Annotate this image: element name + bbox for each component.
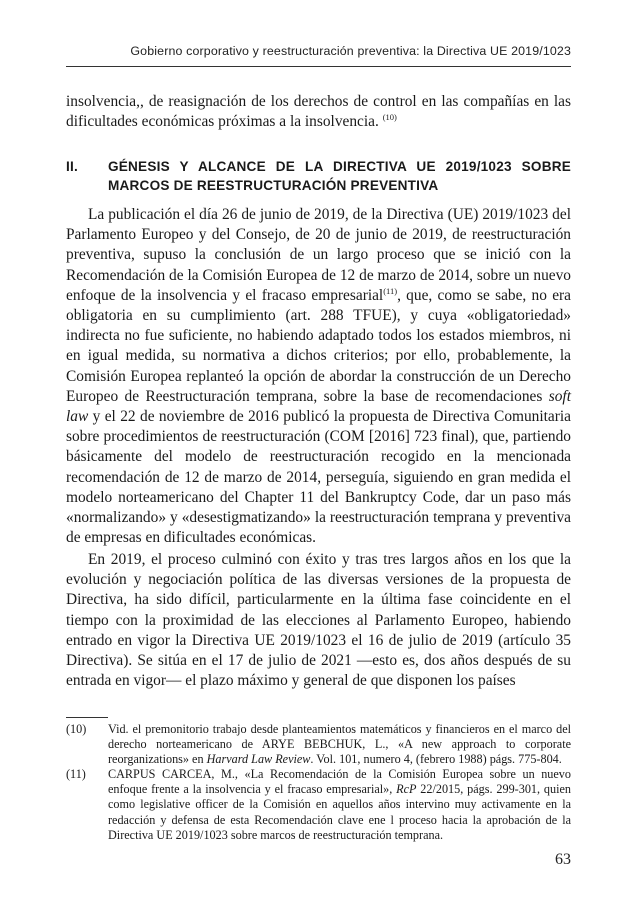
footnote-10 [66,722,571,767]
footnote-ref-11[interactable]: (11) [383,285,398,296]
footnote-number: (11) [66,767,86,782]
footnote-number: (10) [66,722,87,736]
footnote-text [108,767,571,842]
paragraph-2-text: En 2019, el proceso culminó con éxito y tras tres largos años en los que la evolución y negociación política de las diversas versiones de la propuesta de Directiva, ha sido difícil, particularmente en la última fase coincidente en el tiempo con la proximidad de las elecciones al Parlamento Europeo, habiendo entrado en vigor la Directiva UE 2019/1023 el 16 de julio de 2019 (artículo 35 Directiva). Se sitúa en el 17 de julio de 2021 —esto es, dos años después de su entrada en vigor— el plazo máximo y general de que disponen los países [66,551,571,690]
intro-paragraph-text: insolvencia,, de reasignación de los derechos de control en las compañías en las dificultades económicas próximas a la insolvencia. [66,93,571,131]
header-rule [66,66,571,67]
footnote-rule [66,717,108,718]
footnote-text-italic: RcP [396,782,417,797]
page-number: 63 [555,851,571,868]
section-number: II. [66,159,78,174]
footnote-text-italic: Harvard Law Review [206,752,311,767]
body-paragraph-1 [66,205,571,548]
paragraph-1-part-a: La publicación el día 26 de junio de 2019, de la Directiva (UE) 2019/1023 del Parlamento Europeo y del Consejo, de 20 de junio de 2019, de reestructuración preventiva, supuso la conclusión de un largo proceso que se inició con la Recomendación de la Comisión Europea de 12 de marzo de 2014, sobre un nuevo enfoque de la insolvencia y el fracaso empresarial [66,206,571,304]
body-paragraph-2 [66,550,571,691]
intro-paragraph [66,92,571,132]
footnote-text [108,722,571,767]
footnote-text-part-b: . Vol. 101, numero 4, (febrero 1988) págs. 775-804. [310,752,562,767]
section-title: GÉNESIS Y ALCANCE DE LA DIRECTIVA UE 2019/1023 SOBRE MARCOS DE REESTRUCTURACIÓN PREVENTIVA [108,159,571,193]
footnote-text-part-a: CARPUS CARCEA, M., «La Recomendación de la Comisión Europea sobre un nuevo enfoque frente a la insolvencia y el fracaso empresarial», [108,767,571,797]
footnote-text-part-a: Vid. el premonitorio trabajo desde planteamientos matemáticos y financieros en el marco del derecho norteamericano de ARYE BEBCHUK, L., «A new approach to corporate reorganizations» en [108,722,571,767]
paragraph-1-part-c: y el 22 de noviembre de 2016 publicó la propuesta de Directiva Comunitaria sobre procedimientos de reestructuración (COM [2016] 723 final), que, partiendo básicamente del modelo de reestructuración recogido en la mencionada recomendación de 12 de marzo de 2014, perseguía, siguiendo en gran medida el modelo norteamericano del Chapter 11 del Bankruptcy Code, dar un paso más «normalizando» y «desestigmatizando» la reestructuración temprana y preventiva de empresas en dificultades económicas. [66,408,571,547]
footnotes [66,722,571,843]
section-heading [66,158,571,195]
running-head: Gobierno corporativo y reestructuración preventiva: la Directiva UE 2019/1023 [130,44,571,58]
footnote-text-part-b: 22/2015, págs. 299-301, quien como legislative officer de la Comisión en aquellos años intervino muy activamente en la redacción y defensa de esta Recomendación clave ene l proceso hacia la aprobación de la Directiva UE 2019/1023 sobre marcos de reestructuración temprana. [108,782,571,842]
footnote-ref-10[interactable]: (10) [382,112,397,123]
footnote-11 [66,767,571,842]
paragraph-1-part-b: , que, como se sabe, no era obligatoria en su cumplimiento (art. 288 TFUE), y cuya «obligatoriedad» indirecta no fue suficiente, no habiendo adaptado todos los estados miembros, ni en igual medida, su normativa a dichos criterios; por ello, probablemente, la Comisión Europea replanteó la opción de abordar la construcción de un Derecho Europeo de Reestructuración temprana, sobre la base de recomendaciones [66,286,571,405]
paragraph-1-italic: soft law [66,387,571,426]
